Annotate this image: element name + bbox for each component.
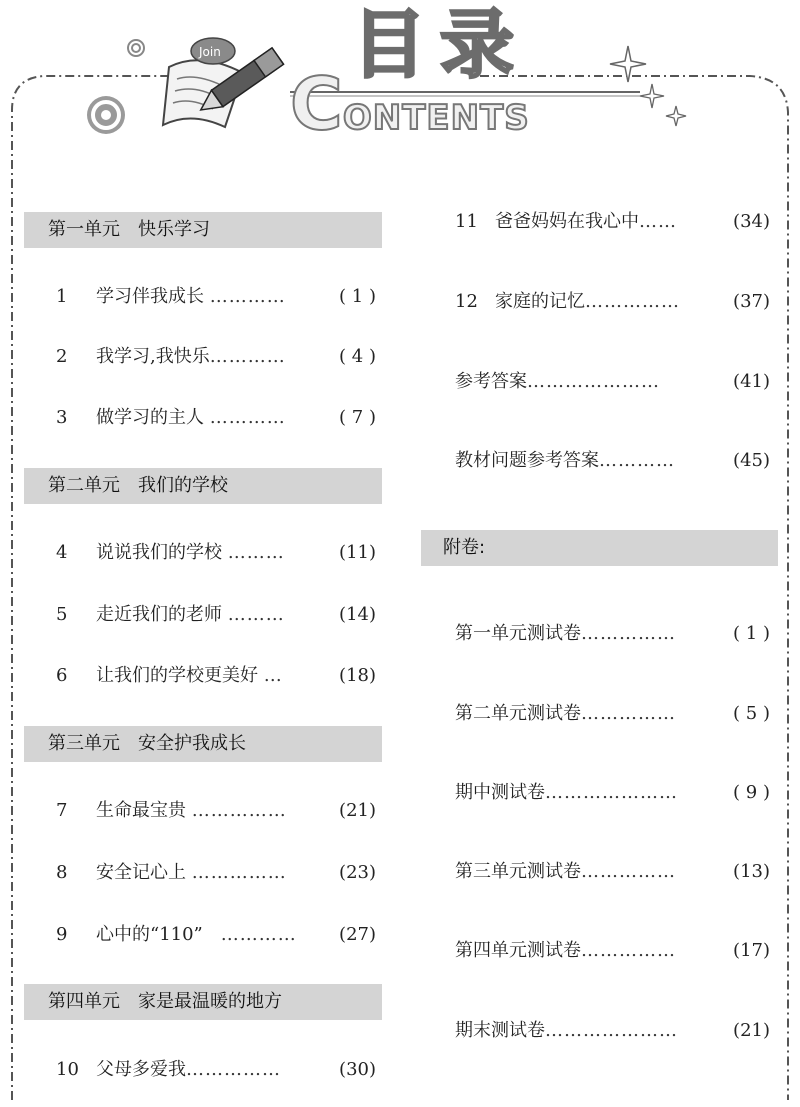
page-title: 目录 xyxy=(352,2,528,88)
toc-row: 12 家庭的记忆…………… (37) xyxy=(455,291,770,312)
toc-row: 第二单元测试卷…………… ( 5 ) xyxy=(455,703,770,724)
toc-row: 教材问题参考答案………… (45) xyxy=(455,450,770,471)
appendix-heading: 附卷: xyxy=(421,530,778,566)
sparkle-icon xyxy=(608,44,692,134)
small-spiral-icon xyxy=(126,38,146,58)
toc-row: 2 我学习,我快乐………… ( 4 ) xyxy=(56,346,376,367)
toc-row: 期末测试卷………………… (21) xyxy=(455,1020,770,1041)
toc-row: 1 学习伴我成长 ………… ( 1 ) xyxy=(56,286,376,307)
toc-row: 第一单元测试卷…………… ( 1 ) xyxy=(455,623,770,644)
toc-row: 参考答案………………… (41) xyxy=(455,371,770,392)
unit-heading: 第二单元 我们的学校 xyxy=(24,468,382,504)
paper-pencil-icon xyxy=(155,15,295,135)
unit-heading: 第一单元 快乐学习 xyxy=(24,212,382,248)
subtitle-rest: ONTENTS xyxy=(342,98,530,138)
toc-row: 3 做学习的主人 ………… ( 7 ) xyxy=(56,407,376,428)
subtitle-initial: C xyxy=(290,62,343,146)
paper-scribble-text: Join xyxy=(199,45,221,59)
toc-row: 6 让我们的学校更美好 … (18) xyxy=(56,665,376,686)
toc-row: 7 生命最宝贵 …………… (21) xyxy=(56,800,376,821)
toc-row: 8 安全记心上 …………… (23) xyxy=(56,862,376,883)
unit-heading: 第四单元 家是最温暖的地方 xyxy=(24,984,382,1020)
toc-row: 期中测试卷………………… ( 9 ) xyxy=(455,782,770,803)
unit-heading: 第三单元 安全护我成长 xyxy=(24,726,382,762)
toc-row: 5 走近我们的老师 ……… (14) xyxy=(56,604,376,625)
toc-row: 第四单元测试卷…………… (17) xyxy=(455,940,770,961)
page-subtitle xyxy=(290,62,530,146)
toc-row: 9 心中的“110” ………… (27) xyxy=(56,924,376,945)
toc-row: 4 说说我们的学校 ……… (11) xyxy=(56,542,376,563)
spiral-icon xyxy=(84,93,128,137)
toc-row: 10 父母多爱我…………… (30) xyxy=(56,1059,376,1080)
toc-row: 11 爸爸妈妈在我心中…… (34) xyxy=(455,211,770,232)
toc-row: 第三单元测试卷…………… (13) xyxy=(455,861,770,882)
